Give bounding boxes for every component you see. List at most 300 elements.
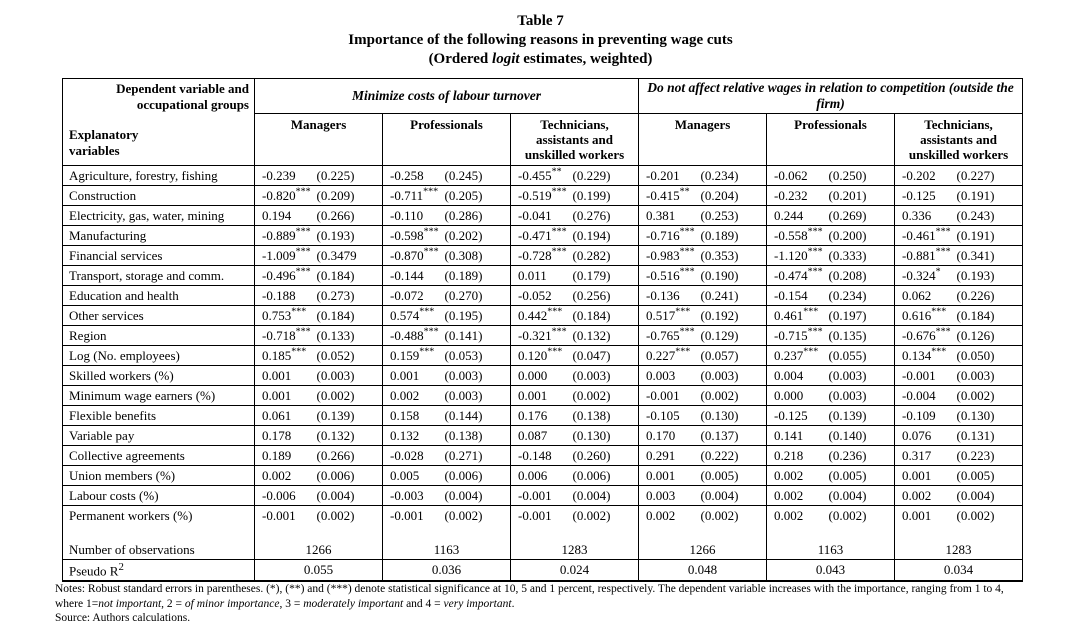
- standard-error: (0.260): [571, 446, 639, 466]
- coefficient-value: -0.983***: [639, 246, 699, 266]
- gap-cell: [383, 526, 511, 541]
- column-header-professionals-1: Professionals: [383, 114, 511, 166]
- coefficient-value: -0.820***: [255, 186, 315, 206]
- coefficient-value: -0.041: [511, 206, 571, 226]
- row-label: Manufacturing: [63, 226, 255, 246]
- coefficient-value: 0.001: [895, 506, 955, 526]
- coefficient-value: -0.201: [639, 166, 699, 186]
- stat-value: 0.024: [511, 560, 639, 582]
- standard-error: (0.138): [443, 426, 511, 446]
- coefficient-value: -0.001: [639, 386, 699, 406]
- coefficient-value: -0.125: [895, 186, 955, 206]
- coefficient-value: -0.455**: [511, 166, 571, 186]
- coefficient-value: 0.461***: [767, 306, 827, 326]
- standard-error: (0.184): [571, 306, 639, 326]
- significance-stars: ***: [807, 326, 823, 338]
- standard-error: (0.132): [571, 326, 639, 346]
- row-label: Agriculture, forestry, fishing: [63, 166, 255, 186]
- standard-error: (0.286): [443, 206, 511, 226]
- coefficient-value: -0.471***: [511, 226, 571, 246]
- coefficient-value: 0.002: [767, 486, 827, 506]
- standard-error: (0.245): [443, 166, 511, 186]
- standard-error: (0.270): [443, 286, 511, 306]
- coefficient-value: -0.188: [255, 286, 315, 306]
- coefficient-value: 0.218: [767, 446, 827, 466]
- coefficient-value: 0.011: [511, 266, 571, 286]
- standard-error: (0.223): [955, 446, 1023, 466]
- coefficient-value: 0.002: [767, 506, 827, 526]
- standard-error: (0.003): [955, 366, 1023, 386]
- standard-error: (0.002): [443, 506, 511, 526]
- coefficient-value: -0.881***: [895, 246, 955, 266]
- significance-stars: ***: [423, 226, 439, 238]
- notes-text: Notes: Robust standard errors in parentheses. (*), (**) and (***) denote statistical significance at 10, 5 and 1 percent, respectively. The dependent variable increases with the importance, ranging from 1 to 4, where 1=not important, 2 = of minor importance, 3 = moderately important and 4 = very important.: [55, 583, 1004, 610]
- standard-error: (0.003): [571, 366, 639, 386]
- standard-error: (0.179): [571, 266, 639, 286]
- coefficient-value: -0.003: [383, 486, 443, 506]
- table-row: [63, 206, 1023, 226]
- row-label: Log (No. employees): [63, 346, 255, 366]
- significance-stars: ***: [935, 246, 951, 258]
- significance-stars: ***: [807, 266, 823, 278]
- standard-error: (0.234): [827, 286, 895, 306]
- table-row: [63, 466, 1023, 486]
- significance-stars: ***: [551, 246, 567, 258]
- standard-error: (0.266): [315, 446, 383, 466]
- standard-error: (0.191): [955, 186, 1023, 206]
- coefficient-value: 0.381: [639, 206, 699, 226]
- coefficient-value: -0.202: [895, 166, 955, 186]
- gap-cell: [511, 526, 639, 541]
- stat-value: 0.043: [767, 560, 895, 582]
- standard-error: (0.050): [955, 346, 1023, 366]
- standard-error: (0.202): [443, 226, 511, 246]
- stat-value: 1283: [511, 541, 639, 560]
- significance-stars: ***: [679, 226, 695, 238]
- row-label: Flexible benefits: [63, 406, 255, 426]
- standard-error: (0.189): [443, 266, 511, 286]
- coefficient-value: -0.324*: [895, 266, 955, 286]
- table-subtitle: (Ordered logit estimates, weighted): [428, 51, 653, 67]
- standard-error: (0.053): [443, 346, 511, 366]
- standard-error: (0.204): [699, 186, 767, 206]
- coefficient-value: 0.158: [383, 406, 443, 426]
- coefficient-value: 0.003: [639, 366, 699, 386]
- coefficient-value: 0.001: [383, 366, 443, 386]
- significance-stars: ***: [423, 186, 439, 198]
- table-row: [63, 386, 1023, 406]
- coefficient-value: -0.716***: [639, 226, 699, 246]
- coefficient-value: -0.136: [639, 286, 699, 306]
- stat-value: 0.034: [895, 560, 1023, 582]
- coefficient-value: -0.072: [383, 286, 443, 306]
- standard-error: (0.126): [955, 326, 1023, 346]
- table-row: [63, 166, 1023, 186]
- significance-stars: ***: [679, 246, 695, 258]
- standard-error: (0.003): [827, 386, 895, 406]
- significance-stars: ***: [419, 346, 435, 358]
- stat-value: 1266: [639, 541, 767, 560]
- coefficient-value: 0.002: [639, 506, 699, 526]
- notes: [55, 582, 1030, 626]
- coefficient-value: 0.244: [767, 206, 827, 226]
- significance-stars: ***: [807, 226, 823, 238]
- standard-error: (0.002): [955, 386, 1023, 406]
- table-row: [63, 346, 1023, 366]
- standard-error: (0.006): [315, 466, 383, 486]
- coefficient-value: -0.676***: [895, 326, 955, 346]
- significance-stars: ***: [547, 306, 563, 318]
- stats-row: [63, 560, 1023, 582]
- standard-error: (0.135): [827, 326, 895, 346]
- significance-stars: ***: [931, 306, 947, 318]
- standard-error: (0.236): [827, 446, 895, 466]
- coefficient-value: 0.061: [255, 406, 315, 426]
- standard-error: (0.194): [571, 226, 639, 246]
- significance-stars: ***: [295, 186, 311, 198]
- significance-stars: ***: [679, 266, 695, 278]
- coefficient-value: -0.144: [383, 266, 443, 286]
- standard-error: (0.341): [955, 246, 1023, 266]
- coefficient-value: -1.120***: [767, 246, 827, 266]
- standard-error: (0.266): [315, 206, 383, 226]
- gap-cell: [255, 526, 383, 541]
- coefficient-value: -0.125: [767, 406, 827, 426]
- significance-stars: ***: [935, 226, 951, 238]
- coefficient-value: 0.237***: [767, 346, 827, 366]
- panel-header-minimize-costs: Minimize costs of labour turnover: [255, 79, 639, 114]
- coefficient-value: -0.516***: [639, 266, 699, 286]
- explanatory-variables-label: Explanatory variables: [69, 127, 139, 158]
- gap-row: [63, 526, 1023, 541]
- standard-error: (0.132): [315, 426, 383, 446]
- coefficient-value: 0.291: [639, 446, 699, 466]
- coefficient-value: -0.109: [895, 406, 955, 426]
- coefficient-value: -0.321***: [511, 326, 571, 346]
- table-row: [63, 226, 1023, 246]
- coefficient-value: -0.461***: [895, 226, 955, 246]
- standard-error: (0.140): [827, 426, 895, 446]
- significance-stars: ***: [295, 246, 311, 258]
- gap-cell: [767, 526, 895, 541]
- stat-value: 1163: [767, 541, 895, 560]
- row-label: Transport, storage and comm.: [63, 266, 255, 286]
- coefficient-value: 0.517***: [639, 306, 699, 326]
- standard-error: (0.241): [699, 286, 767, 306]
- standard-error: (0.250): [827, 166, 895, 186]
- standard-error: (0.003): [827, 366, 895, 386]
- coefficient-value: -0.232: [767, 186, 827, 206]
- significance-stars: **: [551, 166, 562, 178]
- table-row: [63, 506, 1023, 526]
- column-header-professionals-2: Professionals: [767, 114, 895, 166]
- standard-error: (0.141): [443, 326, 511, 346]
- coefficient-value: 0.194: [255, 206, 315, 226]
- row-label: Variable pay: [63, 426, 255, 446]
- coefficient-value: 0.159***: [383, 346, 443, 366]
- standard-error: (0.130): [699, 406, 767, 426]
- coefficient-value: -0.718***: [255, 326, 315, 346]
- standard-error: (0.276): [571, 206, 639, 226]
- significance-stars: ***: [803, 346, 819, 358]
- stat-value: 0.055: [255, 560, 383, 582]
- row-label: Education and health: [63, 286, 255, 306]
- row-label: Region: [63, 326, 255, 346]
- standard-error: (0.234): [699, 166, 767, 186]
- standard-error: (0.208): [827, 266, 895, 286]
- coefficient-value: -0.062: [767, 166, 827, 186]
- standard-error: (0.139): [315, 406, 383, 426]
- significance-stars: ***: [679, 326, 695, 338]
- gap-cell: [63, 526, 255, 541]
- standard-error: (0.131): [955, 426, 1023, 446]
- standard-error: (0.006): [443, 466, 511, 486]
- coefficient-value: -0.001: [511, 506, 571, 526]
- coefficient-value: 0.076: [895, 426, 955, 446]
- coefficient-value: -0.415**: [639, 186, 699, 206]
- coefficient-value: 0.616***: [895, 306, 955, 326]
- standard-error: (0.129): [699, 326, 767, 346]
- coefficient-value: 0.185***: [255, 346, 315, 366]
- coefficient-value: 0.003: [639, 486, 699, 506]
- row-label: Other services: [63, 306, 255, 326]
- coefficient-value: 0.176: [511, 406, 571, 426]
- row-label: Financial services: [63, 246, 255, 266]
- significance-stars: ***: [807, 246, 823, 258]
- standard-error: (0.195): [443, 306, 511, 326]
- standard-error: (0.003): [699, 366, 767, 386]
- standard-error: (0.002): [571, 506, 639, 526]
- coefficient-value: -1.009***: [255, 246, 315, 266]
- standard-error: (0.003): [315, 366, 383, 386]
- coefficient-value: 0.062: [895, 286, 955, 306]
- coefficient-value: 0.001: [255, 386, 315, 406]
- column-header-technicians-2: Technicians, assistants and unskilled workers: [895, 114, 1023, 166]
- results-table: [62, 78, 1023, 582]
- standard-error: (0.133): [315, 326, 383, 346]
- row-label: Union members (%): [63, 466, 255, 486]
- coefficient-value: 0.227***: [639, 346, 699, 366]
- standard-error: (0.229): [571, 166, 639, 186]
- stat-value: 0.036: [383, 560, 511, 582]
- significance-stars: ***: [803, 306, 819, 318]
- significance-stars: **: [679, 186, 690, 198]
- row-label: Electricity, gas, water, mining: [63, 206, 255, 226]
- significance-stars: ***: [423, 326, 439, 338]
- standard-error: (0.047): [571, 346, 639, 366]
- superscript: 2: [118, 561, 124, 573]
- standard-error: (0.004): [315, 486, 383, 506]
- stat-label: Number of observations: [63, 541, 255, 560]
- standard-error: (0.005): [699, 466, 767, 486]
- coefficient-value: 0.001: [511, 386, 571, 406]
- standard-error: (0.199): [571, 186, 639, 206]
- table-row: [63, 406, 1023, 426]
- coefficient-value: 0.001: [255, 366, 315, 386]
- row-label: Construction: [63, 186, 255, 206]
- stat-label: Pseudo $R^2$: [63, 560, 255, 582]
- standard-error: (0.003): [443, 366, 511, 386]
- coefficient-value: 0.005: [383, 466, 443, 486]
- standard-error: (0.004): [443, 486, 511, 506]
- standard-error: (0.197): [827, 306, 895, 326]
- table-row: [63, 326, 1023, 346]
- coefficient-value: -0.001: [255, 506, 315, 526]
- row-label: Collective agreements: [63, 446, 255, 466]
- coefficient-value: -0.052: [511, 286, 571, 306]
- standard-error: (0.193): [955, 266, 1023, 286]
- standard-error: (0.209): [315, 186, 383, 206]
- standard-error: (0.227): [955, 166, 1023, 186]
- standard-error: (0.243): [955, 206, 1023, 226]
- coefficient-value: -0.110: [383, 206, 443, 226]
- standard-error: (0.191): [955, 226, 1023, 246]
- coefficient-value: 0.001: [639, 466, 699, 486]
- standard-error: (0.006): [571, 466, 639, 486]
- corner-cell: [63, 79, 255, 166]
- significance-stars: ***: [675, 306, 691, 318]
- standard-error: (0.004): [699, 486, 767, 506]
- standard-error: (0.057): [699, 346, 767, 366]
- standard-error: (0.184): [955, 306, 1023, 326]
- standard-error: (0.002): [827, 506, 895, 526]
- coefficient-value: 0.178: [255, 426, 315, 446]
- column-header-technicians-1: Technicians, assistants and unskilled workers: [511, 114, 639, 166]
- coefficient-value: 0.753***: [255, 306, 315, 326]
- coefficient-value: -0.148: [511, 446, 571, 466]
- coefficient-value: 0.004: [767, 366, 827, 386]
- coefficient-value: -0.598***: [383, 226, 443, 246]
- column-header-managers-2: Managers: [639, 114, 767, 166]
- table-row: [63, 486, 1023, 506]
- standard-error: (0.138): [571, 406, 639, 426]
- significance-stars: ***: [295, 326, 311, 338]
- panel-header-relative-wages: Do not affect relative wages in relation to competition (outside the firm): [639, 79, 1023, 114]
- coefficient-value: 0.120***: [511, 346, 571, 366]
- coefficient-value: 0.336: [895, 206, 955, 226]
- standard-error: (0.137): [699, 426, 767, 446]
- significance-stars: ***: [547, 346, 563, 358]
- row-label: Minimum wage earners (%): [63, 386, 255, 406]
- standard-error: (0.205): [443, 186, 511, 206]
- coefficient-value: -0.519***: [511, 186, 571, 206]
- stat-value: 1266: [255, 541, 383, 560]
- coefficient-value: 0.170: [639, 426, 699, 446]
- coefficient-value: -0.496***: [255, 266, 315, 286]
- stats-row: [63, 541, 1023, 560]
- significance-stars: ***: [551, 326, 567, 338]
- coefficient-value: 0.574***: [383, 306, 443, 326]
- significance-stars: ***: [295, 266, 311, 278]
- coefficient-value: 0.002: [383, 386, 443, 406]
- coefficient-value: 0.442***: [511, 306, 571, 326]
- coefficient-value: 0.000: [767, 386, 827, 406]
- table-row: [63, 446, 1023, 466]
- standard-error: (0.002): [315, 386, 383, 406]
- standard-error: (0.3479: [315, 246, 383, 266]
- standard-error: (0.226): [955, 286, 1023, 306]
- stat-value: 0.048: [639, 560, 767, 582]
- standard-error: (0.253): [699, 206, 767, 226]
- coefficient-value: -0.001: [383, 506, 443, 526]
- standard-error: (0.130): [571, 426, 639, 446]
- coefficient-value: -0.239: [255, 166, 315, 186]
- table-title-block: [0, 12, 1081, 69]
- row-label: Skilled workers (%): [63, 366, 255, 386]
- coefficient-value: -0.006: [255, 486, 315, 506]
- coefficient-value: -0.258: [383, 166, 443, 186]
- gap-cell: [639, 526, 767, 541]
- standard-error: (0.308): [443, 246, 511, 266]
- standard-error: (0.005): [827, 466, 895, 486]
- significance-stars: ***: [295, 226, 311, 238]
- standard-error: (0.200): [827, 226, 895, 246]
- standard-error: (0.222): [699, 446, 767, 466]
- coefficient-value: 0.087: [511, 426, 571, 446]
- standard-error: (0.002): [315, 506, 383, 526]
- standard-error: (0.184): [315, 306, 383, 326]
- coefficient-value: -0.154: [767, 286, 827, 306]
- coefficient-value: 0.002: [255, 466, 315, 486]
- standard-error: (0.002): [699, 506, 767, 526]
- panel-header-row: [63, 79, 1023, 114]
- coefficient-value: 0.134***: [895, 346, 955, 366]
- table-title: Importance of the following reasons in preventing wage cuts: [348, 32, 733, 48]
- coefficient-value: -0.711***: [383, 186, 443, 206]
- significance-stars: *: [935, 266, 941, 278]
- coefficient-value: -0.001: [895, 366, 955, 386]
- standard-error: (0.353): [699, 246, 767, 266]
- coefficient-value: -0.558***: [767, 226, 827, 246]
- stat-value: 1283: [895, 541, 1023, 560]
- standard-error: (0.002): [571, 386, 639, 406]
- significance-stars: ***: [419, 306, 435, 318]
- standard-error: (0.144): [443, 406, 511, 426]
- standard-error: (0.003): [443, 386, 511, 406]
- coefficient-value: 0.006: [511, 466, 571, 486]
- standard-error: (0.004): [827, 486, 895, 506]
- coefficient-value: 0.189: [255, 446, 315, 466]
- standard-error: (0.269): [827, 206, 895, 226]
- standard-error: (0.004): [955, 486, 1023, 506]
- column-header-managers-1: Managers: [255, 114, 383, 166]
- standard-error: (0.282): [571, 246, 639, 266]
- standard-error: (0.184): [315, 266, 383, 286]
- coefficient-value: 0.002: [767, 466, 827, 486]
- significance-stars: ***: [291, 306, 307, 318]
- standard-error: (0.190): [699, 266, 767, 286]
- table-row: [63, 286, 1023, 306]
- standard-error: (0.201): [827, 186, 895, 206]
- coefficient-value: -0.765***: [639, 326, 699, 346]
- gap-cell: [895, 526, 1023, 541]
- standard-error: (0.256): [571, 286, 639, 306]
- source-note: Source: Authors calculations.: [55, 612, 191, 624]
- significance-stars: ***: [935, 326, 951, 338]
- dependent-variable-label: Dependent variable and occupational groups: [116, 81, 249, 112]
- standard-error: (0.139): [827, 406, 895, 426]
- coefficient-value: -0.715***: [767, 326, 827, 346]
- significance-stars: ***: [423, 246, 439, 258]
- standard-error: (0.189): [699, 226, 767, 246]
- coefficient-value: -0.001: [511, 486, 571, 506]
- significance-stars: ***: [931, 346, 947, 358]
- standard-error: (0.055): [827, 346, 895, 366]
- coefficient-value: 0.000: [511, 366, 571, 386]
- coefficient-value: -0.870***: [383, 246, 443, 266]
- significance-stars: ***: [551, 186, 567, 198]
- table-row: [63, 426, 1023, 446]
